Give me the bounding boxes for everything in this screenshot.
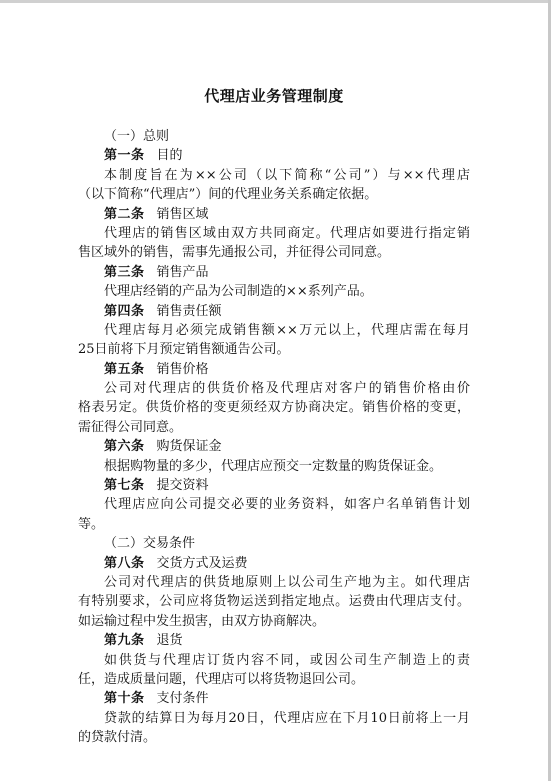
- article-title: 购货保证金: [156, 439, 222, 455]
- paragraph-line: 格表另定。供货价格的变更须经双方协商决定。销售价格的变更，: [78, 400, 470, 416]
- document-title: 代理店业务管理制度: [204, 87, 344, 105]
- paragraph-line: 本制度旨在为××公司（以下简称“公司”）与××代理店: [104, 167, 470, 183]
- article-title: 交货方式及运费: [156, 555, 248, 571]
- paragraph-line: 等。: [78, 516, 105, 532]
- paragraph-line: 需征得公司同意。: [78, 419, 183, 435]
- paragraph-line: 代理店应向公司提交必要的业务资料，如客户名单销售计划: [104, 497, 470, 513]
- article-number: 第五条: [104, 361, 145, 377]
- article-number: 第二条: [104, 206, 145, 222]
- article-title: 目的: [156, 148, 183, 164]
- article-heading: [78, 360, 470, 379]
- article-heading: [78, 554, 470, 573]
- paragraph-line: 如运输过程中发生损害，由双方协商解决。: [78, 613, 326, 629]
- paragraph-line: 任，造成质量问题，代理店可以将货物退回公司。: [78, 671, 365, 687]
- article-title: 销售价格: [156, 361, 209, 377]
- article-number: 第八条: [104, 555, 145, 571]
- paragraph-line: 有特别要求，公司应将货物运送到指定地点。运费由代理店支付。: [78, 594, 470, 610]
- article-number: 第六条: [104, 439, 145, 455]
- paragraph-line: 代理店的销售区域由双方共同商定。代理店如要进行指定销: [104, 225, 470, 241]
- section-heading-general: （一）总则: [104, 129, 170, 144]
- article-heading: [78, 302, 470, 321]
- article-number: 第九条: [104, 633, 145, 649]
- article-title: 销售责任额: [156, 303, 222, 319]
- paragraph-line: 代理店经销的产品为公司制造的××系列产品。: [104, 284, 373, 300]
- paragraph-line: 贷款的结算日为每月20日，代理店应在下月10日前将上一月: [104, 710, 470, 726]
- paragraph-line: 公司对代理店的供货价格及代理店对客户的销售价格由价: [104, 381, 470, 397]
- article-number: 第四条: [104, 303, 145, 319]
- article-title: 销售产品: [156, 264, 209, 280]
- article-heading: [78, 205, 470, 224]
- article-heading: [78, 263, 470, 282]
- article-number: 第一条: [104, 148, 145, 164]
- paragraph-line: 代理店每月必须完成销售额××万元以上，代理店需在每月: [104, 322, 470, 338]
- article-heading: [78, 476, 470, 495]
- article-heading: [78, 689, 470, 708]
- article-title: 销售区域: [156, 206, 209, 222]
- article-heading: [78, 146, 470, 165]
- article-heading: [78, 437, 470, 456]
- paragraph-line: 售区域外的销售，需事先通报公司，并征得公司同意。: [78, 245, 391, 261]
- paragraph-line: 的贷款付清。: [78, 730, 157, 746]
- document-body: [78, 127, 470, 748]
- paragraph-line: （以下简称“代理店”）间的代理业务关系确定依据。: [78, 187, 378, 203]
- article-number: 第三条: [104, 264, 145, 280]
- section-heading-trade-terms: （二）交易条件: [104, 536, 196, 552]
- paragraph-line: 25日前将下月预定销售额通告公司。: [78, 342, 290, 358]
- article-title: 支付条件: [156, 691, 209, 707]
- paragraph-line: 公司对代理店的供货地原则上以公司生产地为主。如代理店: [104, 574, 470, 590]
- article-title: 退货: [156, 633, 183, 649]
- article-number: 第十条: [104, 691, 145, 707]
- article-heading: [78, 631, 470, 650]
- paragraph-line: 根据购物量的多少，代理店应预交一定数量的购货保证金。: [104, 458, 443, 474]
- paragraph-line: 如供货与代理店订货内容不同，或因公司生产制造上的责: [104, 652, 470, 668]
- article-title: 提交资料: [156, 478, 209, 494]
- article-number: 第七条: [104, 478, 145, 494]
